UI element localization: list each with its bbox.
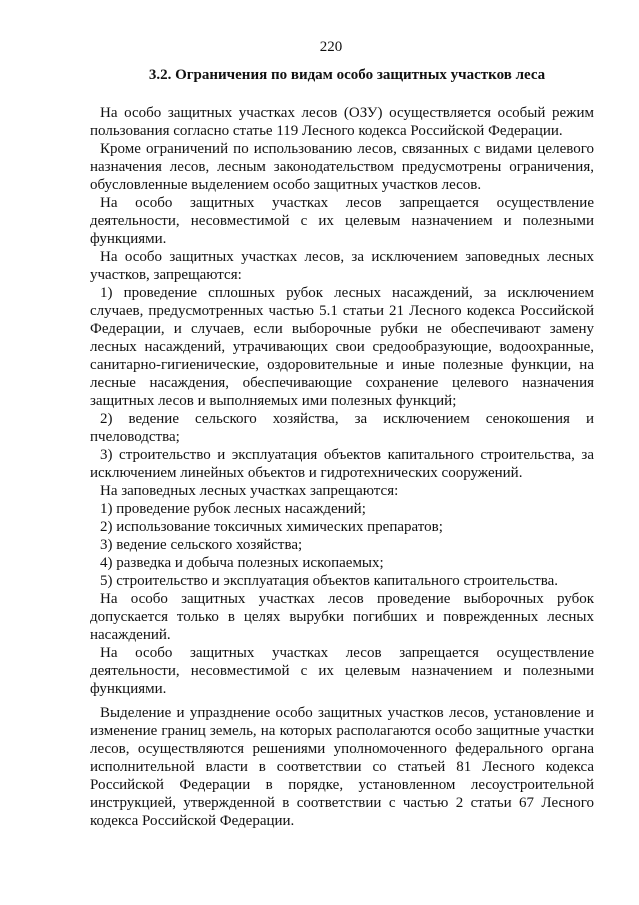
list-item: 3) строительство и эксплуатация объектов капитального строительства, за исключением линейных объектов и гидротехнических сооружений. (90, 447, 594, 481)
list-item: 4) разведка и добыча полезных ископаемых; (100, 555, 384, 571)
page-number: 220 (319, 39, 343, 55)
paragraph: На особо защитных участках лесов проведение выборочных рубок допускается только в целях вырубки погибших и поврежденных лесных насаждений. (90, 591, 594, 643)
list-item: 1) проведение сплошных рубок лесных насаждений, за исключением случаев, предусмотренных частью 5.1 статьи 21 Лесного кодекса Российской Федерации, и случаев, если выборочные рубки не обеспечивают замену лесных насаждений, утрачивающих свои средообразующие, водоохранные, санитарно-гигиенические, оздоровительные и иные полезные функции, на лесные насаждения, обеспечивающие сохранение целевого назначения защитных лесов и выполняемых ими полезных функций; (90, 285, 594, 409)
document-page (90, 0, 594, 830)
paragraph: Кроме ограничений по использованию лесов, связанных с видами целевого назначения лесов, лесным законодательством предусмотрены ограничения, обусловленные выделением особо защитных участков лесов. (90, 141, 594, 193)
paragraph: На особо защитных участках лесов (ОЗУ) осуществляется особый режим пользования согласно статье 119 Лесного кодекса Российской Федерации. (90, 105, 594, 139)
list-item: 1) проведение рубок лесных насаждений; (100, 501, 366, 517)
paragraph: На особо защитных участках лесов запрещается осуществление деятельности, несовместимой с их целевым назначением и полезными функциями. (90, 195, 594, 247)
list-item: 5) строительство и эксплуатация объектов капитального строительства. (100, 573, 559, 589)
paragraph: Выделение и упразднение особо защитных участков лесов, установление и изменение границ земель, на которых располагаются особо защитные участки лесов, осуществляются решениями уполномоченного федерального органа исполнительной власти в соответствии со статьей 81 Лесного кодекса Российской Федерации в порядке, установленном лесоустроительной инструкцией, утвержденной в соответствии с частью 2 статьи 67 Лесного кодекса Российской Федерации. (90, 705, 594, 829)
paragraph: На особо защитных участках лесов запрещается осуществление деятельности, несовместимой с их целевым назначением и полезными функциями. (90, 645, 594, 697)
list-item: 2) ведение сельского хозяйства, за исключением сенокошения и пчеловодства; (90, 411, 594, 445)
list-item: 3) ведение сельского хозяйства; (100, 537, 303, 553)
paragraph: На заповедных лесных участках запрещаются: (100, 483, 399, 499)
list-item: 2) использование токсичных химических препаратов; (100, 519, 443, 535)
section-title: 3.2. Ограничения по видам особо защитных участков леса (148, 67, 546, 83)
paragraph: На особо защитных участках лесов, за исключением заповедных лесных участков, запрещаются: (90, 249, 594, 283)
